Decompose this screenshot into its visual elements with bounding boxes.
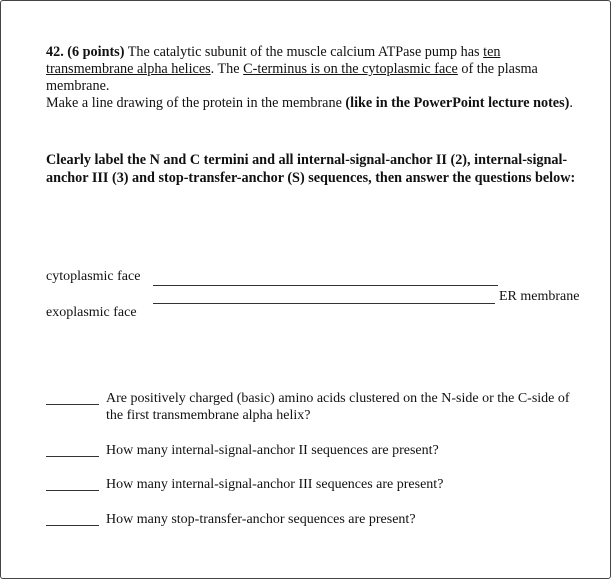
question-intro bbox=[46, 44, 581, 112]
exoplasmic-face-label: exoplasmic face bbox=[46, 305, 137, 320]
answer-blank-4[interactable] bbox=[46, 525, 99, 526]
answer-blank-3[interactable] bbox=[46, 490, 99, 491]
membrane-bottom-line bbox=[153, 303, 495, 304]
question-paragraph-2 bbox=[46, 95, 581, 112]
question-text-3: of the plasma membrane. bbox=[46, 61, 538, 94]
helix-count-underlined: ten transmembrane alpha helices bbox=[46, 44, 501, 77]
question-text-2: . The bbox=[210, 61, 244, 77]
lecture-notes-reference: (like in the PowerPoint lecture notes) bbox=[345, 95, 570, 111]
membrane-top-line bbox=[153, 285, 498, 286]
question-number: 42. bbox=[46, 44, 64, 60]
question-points: (6 points) bbox=[67, 44, 125, 60]
answer-blank-1[interactable] bbox=[46, 404, 99, 405]
question-2: How many internal-signal-anchor II sequences are present? bbox=[106, 443, 439, 458]
question-3: How many internal-signal-anchor III sequences are present? bbox=[106, 477, 444, 492]
cytoplasmic-face-label: cytoplasmic face bbox=[46, 269, 141, 284]
question-1: Are positively charged (basic) amino acids clustered on the N-side or the C-side of the first transmembrane alpha helix? bbox=[106, 391, 570, 423]
question-4: How many stop-transfer-anchor sequences are present? bbox=[106, 512, 416, 527]
labeling-instructions: Clearly label the N and C termini and all internal-signal-anchor II (2), internal-signal-anchor III (3) and stop-transfer-anchor (S) sequences, then answer the questions below: bbox=[46, 152, 576, 186]
question-paragraph-1 bbox=[46, 44, 581, 95]
drawing-instruction: Make a line drawing of the protein in the membrane bbox=[46, 95, 346, 111]
er-membrane-label: ER membrane bbox=[499, 289, 580, 304]
drawing-instruction-end: . bbox=[569, 95, 573, 111]
question-text-1: The catalytic subunit of the muscle calcium ATPase pump has bbox=[124, 44, 484, 60]
answer-blank-2[interactable] bbox=[46, 456, 99, 457]
c-terminus-underlined: C-terminus is on the cytoplasmic face bbox=[243, 61, 458, 77]
